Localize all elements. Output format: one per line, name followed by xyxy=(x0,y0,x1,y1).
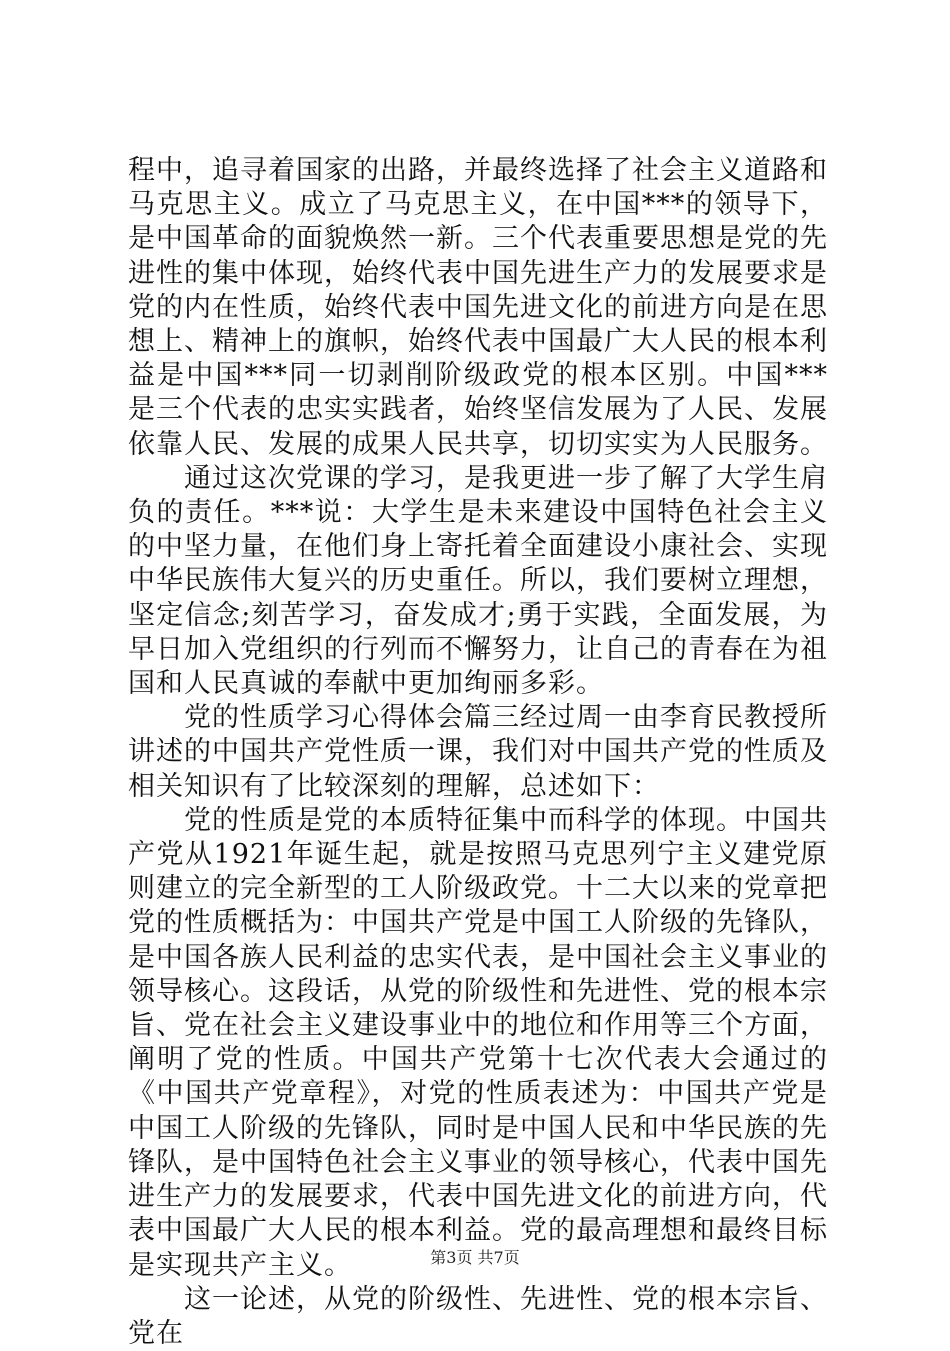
paragraph: 党的性质是党的本质特征集中而科学的体现。中国共产党从1921年诞生起，就是按照马克思列宁主义建党原则建立的完全新型的工人阶级政党。十二大以来的党章把党的性质概括为：中国共产党是中国工人阶级的先锋队，是中国各族人民利益的忠实代表，是中国社会主义事业的领导核心。这段话，从党的阶级性和先进性、党的根本宗旨、党在社会主义建设事业中的地位和作用等三个方面，阐明了党的性质。中国共产党第十七次代表大会通过的《中国共产党章程》，对党的性质表述为：中国共产党是中国工人阶级的先锋队，同时是中国人民和中华民族的先锋队，是中国特色社会主义事业的领导核心，代表中国先进生产力的发展要求，代表中国先进文化的前进方向，代表中国最广大人民的根本利益。党的最高理想和最终目标是实现共产主义。 xyxy=(128,804,828,1281)
paragraph: 这一论述，从党的阶级性、先进性、党的根本宗旨、党在 xyxy=(128,1283,828,1349)
document-body xyxy=(128,154,828,1351)
paragraph: 通过这次党课的学习，是我更进一步了解了大学生肩负的责任。***说：大学生是未来建设中国特色社会主义的中坚力量，在他们身上寄托着全面建设小康社会、实现中华民族伟大复兴的历史重任。所以，我们要树立理想，坚定信念;刻苦学习，奋发成才;勇于实践，全面发展，为早日加入党组织的行列而不懈努力，让自己的青春在为祖国和人民真诚的奉献中更加绚丽多彩。 xyxy=(128,462,828,700)
page-number-footer: 第3页 共7页 xyxy=(430,1248,520,1267)
paragraph: 程中，追寻着国家的出路，并最终选择了社会主义道路和马克思主义。成立了马克思主义，在中国***的领导下，是中国革命的面貌焕然一新。三个代表重要思想是党的先进性的集中体现，始终代表中国先进生产力的发展要求是党的内在性质，始终代表中国先进文化的前进方向是在思想上、精神上的旗帜，始终代表中国最广大人民的根本利益是中国***同一切剥削阶级政党的根本区别。中国***是三个代表的忠实实践者，始终坚信发展为了人民、发展依靠人民、发展的成果人民共享，切切实实为人民服务。 xyxy=(128,155,828,460)
paragraph: 党的性质学习心得体会篇三经过周一由李育民教授所讲述的中国共产党性质一课，我们对中国共产党的性质及相关知识有了比较深刻的理解，总述如下： xyxy=(128,702,828,802)
